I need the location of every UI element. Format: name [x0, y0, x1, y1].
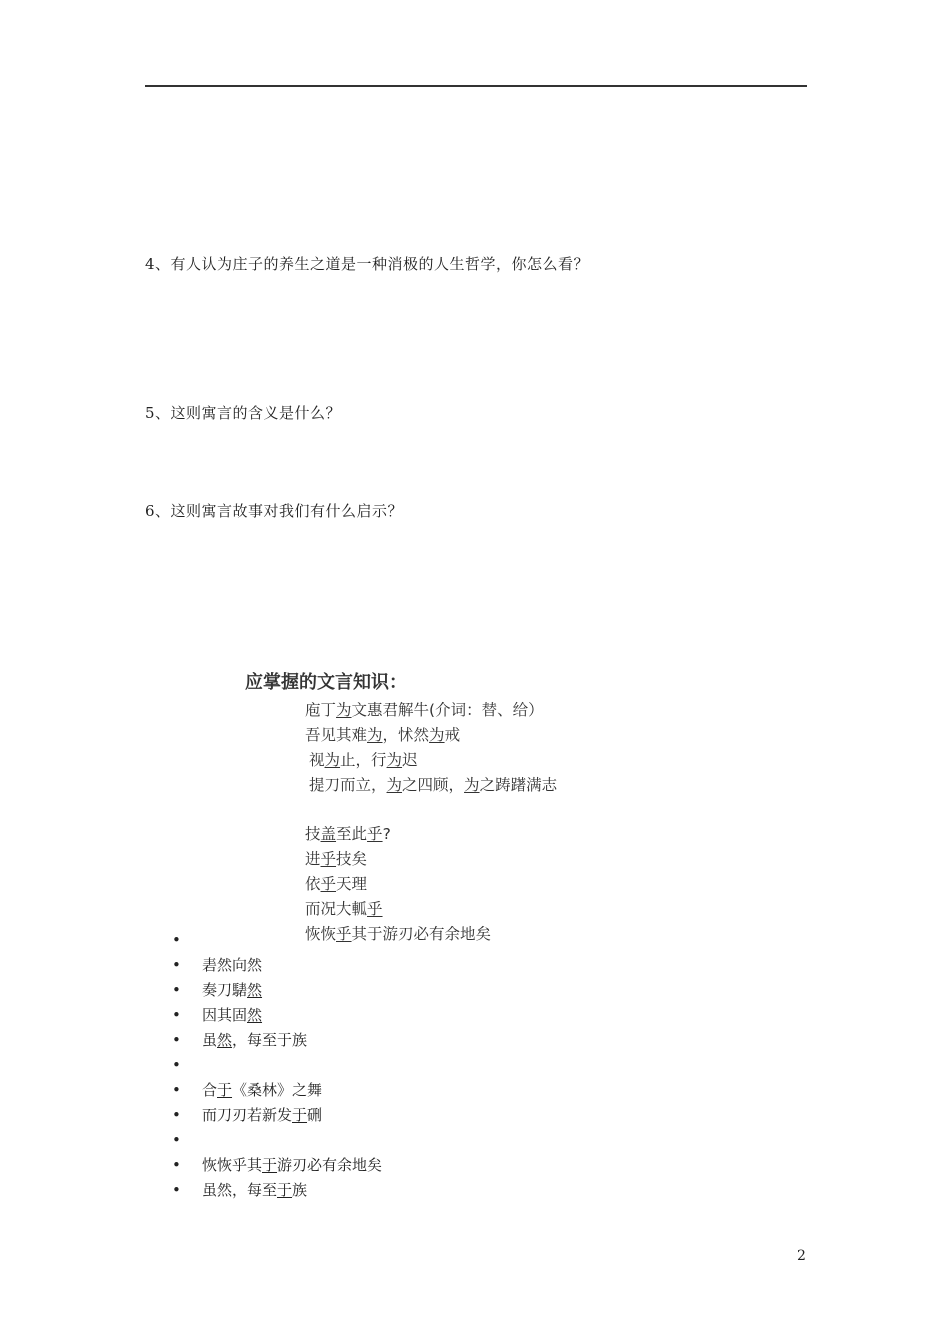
- knowledge-image: [245, 668, 605, 947]
- list-item: • 虽然，每至于族: [172, 1028, 382, 1053]
- knowledge-line: 进乎技矣: [305, 850, 368, 868]
- spacer: [245, 798, 605, 822]
- knowledge-title: 应掌握的文言知识：: [245, 672, 407, 693]
- list-item: • 虽然，每至于族: [172, 1178, 382, 1203]
- knowledge-line: 庖丁为文惠君解牛(介词：替、给）: [305, 701, 544, 719]
- list-item: • 奏刀騞然: [172, 978, 382, 1003]
- list-item: [172, 928, 382, 953]
- header-rule: [145, 85, 807, 87]
- knowledge-line: 提刀而立，为之四顾，为之踌躇满志: [309, 776, 558, 794]
- knowledge-line: 技盖至此乎?: [305, 825, 391, 843]
- list-item: • 合于《桑林》之舞: [172, 1078, 382, 1103]
- list-item: • 而刀刃若新发于硎: [172, 1103, 382, 1128]
- list-item: • 砉然向然: [172, 953, 382, 978]
- page-number: 2: [797, 1248, 806, 1264]
- bullet-list: [172, 928, 382, 1203]
- knowledge-line: 吾见其难为，怵然为戒: [305, 726, 461, 744]
- question-5: 5、这则寓言的含义是什么？: [145, 404, 342, 422]
- question-6: 6、这则寓言故事对我们有什么启示？: [145, 502, 404, 520]
- knowledge-line: 视为止，行为迟: [309, 751, 418, 769]
- list-item: [172, 1128, 382, 1153]
- knowledge-line: 依乎天理: [305, 875, 368, 893]
- list-item: • 因其固然: [172, 1003, 382, 1028]
- knowledge-line: 而况大軱乎: [305, 900, 383, 918]
- question-4: 4、有人认为庄子的养生之道是一种消极的人生哲学，你怎么看？: [145, 255, 590, 273]
- knowledge-line: 恢恢乎其于游刃必有余地矣: [305, 925, 492, 943]
- list-item: • 恢恢乎其于游刃必有余地矣: [172, 1153, 382, 1178]
- list-item: [172, 1053, 382, 1078]
